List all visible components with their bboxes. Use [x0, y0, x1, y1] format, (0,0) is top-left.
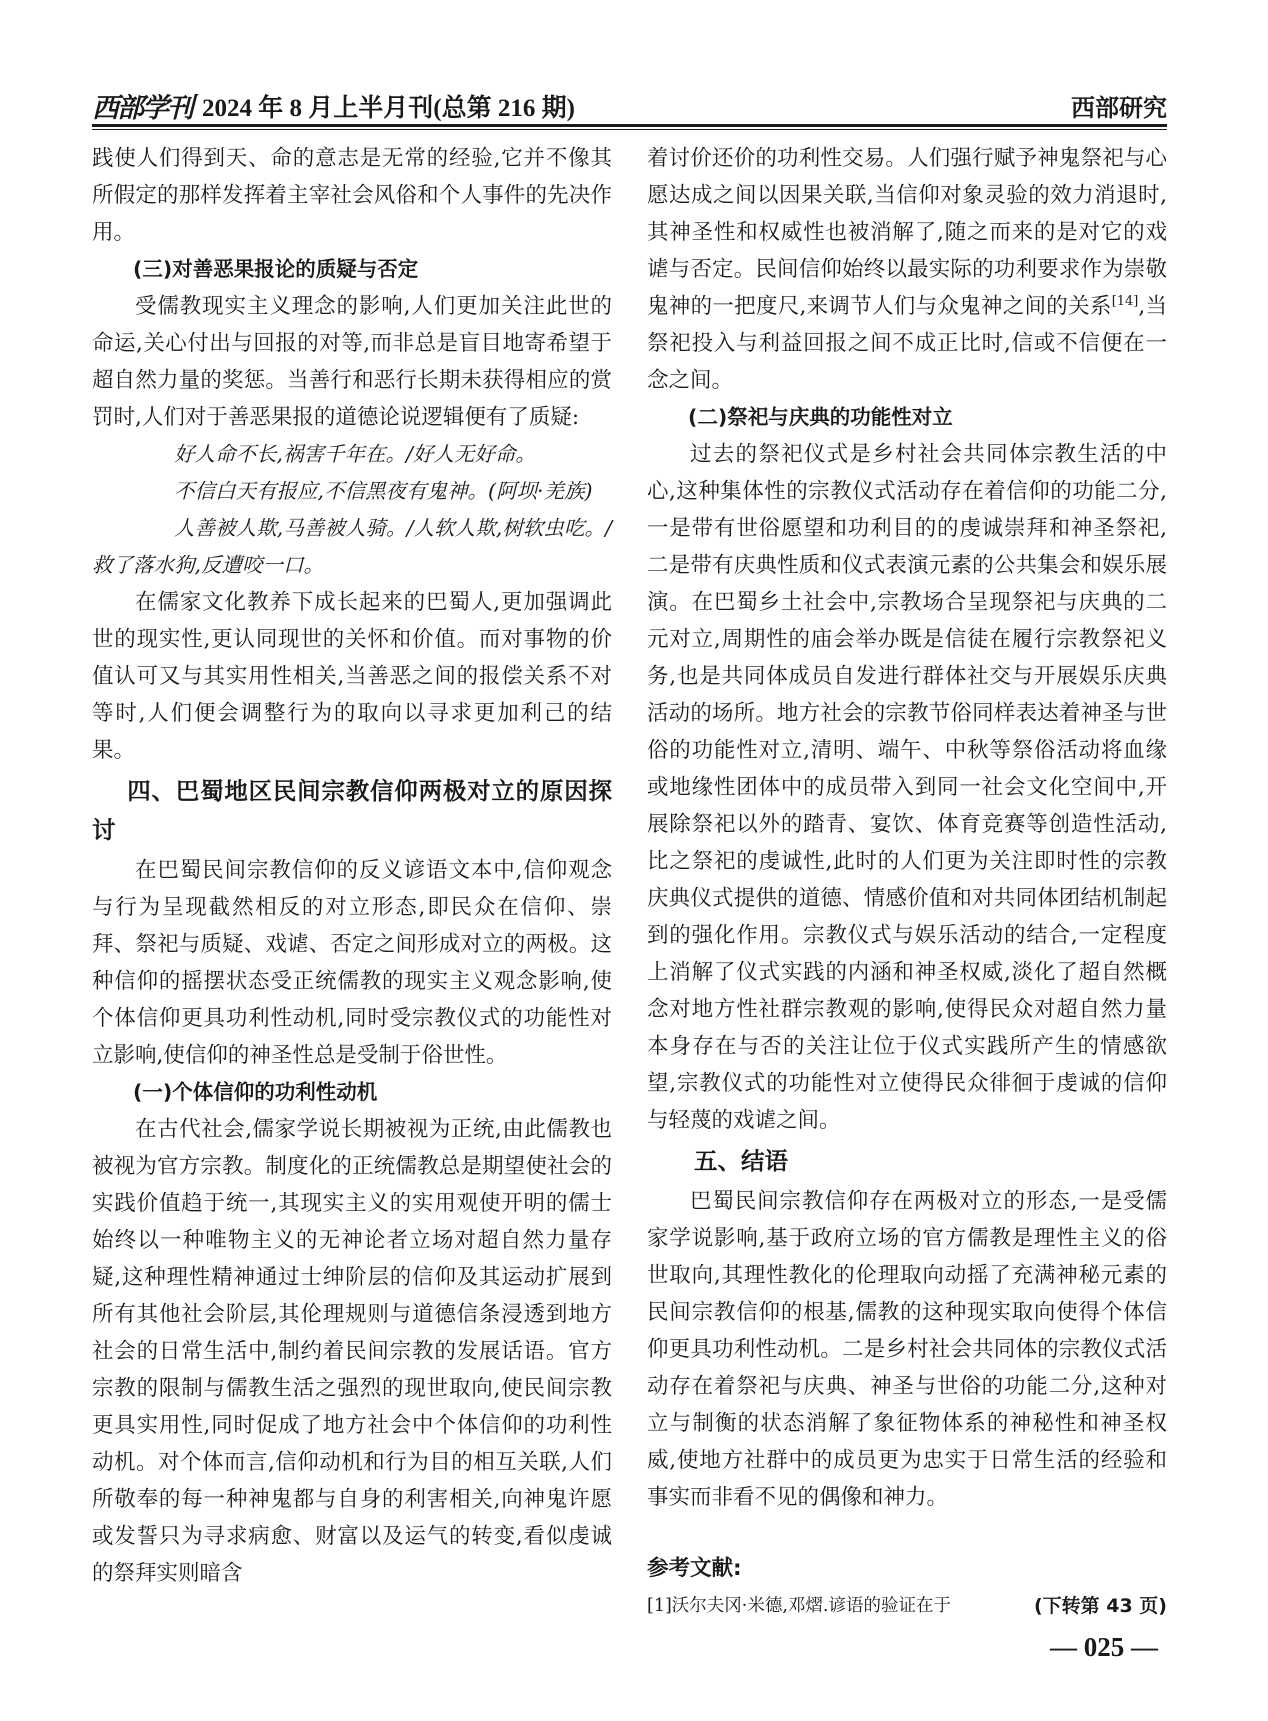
- page-number: — 025 —: [1050, 1632, 1158, 1662]
- section-heading: 五、结语: [694, 1147, 788, 1175]
- left-column: [92, 140, 612, 1586]
- header-rule-thin: [92, 129, 1167, 130]
- page-header: [92, 80, 1167, 126]
- proverb-quote: 不信白天有报应,不信黑夜有鬼神。(阿坝·羌族): [174, 479, 593, 503]
- issue-info: 2024 年 8 月上半月刊(总第 216 期): [202, 95, 575, 122]
- section-title: 西部研究: [1071, 94, 1167, 122]
- reference-entry: [647, 1591, 1167, 1621]
- continued-note: (下转第 43 页): [1033, 1595, 1167, 1617]
- citation-mark: [14]: [1111, 293, 1139, 309]
- paragraph-text: 着讨价还价的功利性交易。人们强行赋予神鬼祭祀与心愿达成之间以因果关联,当信仰对象灵验的效力消退时,其神圣性和权威性也被消解了,随之而来的是对它的戏谑与否定。民间信仰始终以最实际的功利要求作为崇敬鬼神的一把度尺,来调节人们与众鬼神之间的关系: [647, 146, 1167, 319]
- paragraph: 践使人们得到天、命的意志是无常的经验,它并不像其所假定的那样发挥着主宰社会风俗和个人事件的先决作用。: [92, 146, 612, 245]
- paragraph: 在巴蜀民间宗教信仰的反义谚语文本中,信仰观念与行为呈现截然相反的对立形态,即民众在信仰、崇拜、祭祀与质疑、戏谑、否定之间形成对立的两极。这种信仰的摇摆状态受正统儒教的现实主义观念影响,使个体信仰更具功利性动机,同时受宗教仪式的功能性对立影响,使信仰的神圣性总是受制于俗世性。: [92, 858, 612, 1068]
- journal-logo: 西部学刊: [92, 93, 192, 124]
- subsection-heading: (三)对善恶果报论的质疑与否定: [133, 257, 419, 281]
- paragraph: 在古代社会,儒家学说长期被视为正统,由此儒教也被视为官方宗教。制度化的正统儒教总是期望使社会的实践价值趋于统一,其现实主义的实用观使开明的儒士始终以一种唯物主义的无神论者立场对超自然力量存疑,这种理性精神通过士绅阶层的信仰及其运动扩展到所有其他社会阶层,其伦理规则与道德信条浸透到地方社会的日常生活中,制约着民间宗教的发展话语。官方宗教的限制与儒教生活之强烈的现世取向,使民间宗教更具实用性,同时促成了地方社会中个体信仰的功利性动机。对个体而言,信仰动机和行为目的相互关联,人们所敬奉的每一种神鬼都与自身的利害相关,向神鬼许愿或发誓只为寻求病愈、财富以及运气的转变,看似虔诚的祭拜实则暗含: [92, 1117, 612, 1586]
- paragraph: 在儒家文化教养下成长起来的巴蜀人,更加强调此世的现实性,更认同现世的关怀和价值。而对事物的价值认可又与其实用性相关,当善恶之间的报偿关系不对等时,人们便会调整行为的取向以寻求更加利己的结果。: [92, 590, 612, 763]
- subsection-heading: (二)祭祀与庆典的功能性对立: [688, 405, 953, 429]
- right-column: [647, 140, 1167, 1617]
- paragraph: 巴蜀民间宗教信仰存在两极对立的形态,一是受儒家学说影响,基于政府立场的官方儒教是理性主义的俗世取向,其理性教化的伦理取向动摇了充满神秘元素的民间宗教信仰的根基,儒教的这种现实取向使得个体信仰更具功利性动机。二是乡村社会共同体的宗教仪式活动存在着祭祀与庆典、神圣与世俗的功能二分,这种对立与制衡的状态消解了象征物体系的神秘性和神圣权威,使地方社群中的成员更为忠实于日常生活的经验和事实而非看不见的偶像和神力。: [647, 1189, 1167, 1510]
- reference-text: [1]沃尔夫冈·米德,邓熠.谚语的验证在于: [647, 1596, 951, 1616]
- section-heading: 四、巴蜀地区民间宗教信仰两极对立的原因探讨: [92, 777, 612, 844]
- paragraph: 受儒教现实主义理念的影响,人们更加关注此世的命运,关心付出与回报的对等,而非总是盲目地寄希望于超自然力量的奖惩。当善行和恶行长期未获得相应的赏罚时,人们对于善恶果报的道德论说逻辑便有了质疑:: [92, 294, 612, 430]
- proverb-quote: 好人命不长,祸害千年在。/好人无好命。: [174, 442, 536, 466]
- subsection-heading: (一)个体信仰的功利性动机: [133, 1080, 378, 1104]
- paragraph: 过去的祭祀仪式是乡村社会共同体宗教生活的中心,这种集体性的宗教仪式活动存在着信仰的功能二分,一是带有世俗愿望和功利目的的虔诚崇拜和神圣祭祀,二是带有庆典性质和仪式表演元素的公共集会和娱乐展演。在巴蜀乡土社会中,宗教场合呈现祭祀与庆典的二元对立,周期性的庙会举办既是信徒在履行宗教祭祀义务,也是共同体成员自发进行群体社交与开展娱乐庆典活动的场所。地方社会的宗教节俗同样表达着神圣与世俗的功能性对立,清明、端午、中秋等祭俗活动将血缘或地缘性团体中的成员带入到同一社会文化空间中,开展除祭祀以外的踏青、宴饮、体育竞赛等创造性活动,比之祭祀的虔诚性,此时的人们更为关注即时性的宗教庆典仪式提供的道德、情感价值和对共同体团结机制起到的强化作用。宗教仪式与娱乐活动的结合,一定程度上消解了仪式实践的内涵和神圣权威,淡化了超自然概念对地方性社群宗教观的影响,使得民众对超自然力量本身存在与否的关注让位于仪式实践所产生的情感欲望,宗教仪式的功能性对立使得民众徘徊于虔诚的信仰与轻蔑的戏谑之间。: [647, 442, 1167, 1133]
- references-title: 参考文献:: [647, 1556, 742, 1581]
- paragraph: [647, 140, 1167, 399]
- header-rule-thick: [92, 124, 1167, 127]
- paragraph-text: ,当祭祀投入与利益回报之间不成正比时,信或不信便在一念之间。: [647, 294, 1167, 393]
- proverb-quote: 人善被人欺,马善被人骑。/人软人欺,树软虫吃。/救了落水狗,反遭咬一口。: [92, 516, 612, 577]
